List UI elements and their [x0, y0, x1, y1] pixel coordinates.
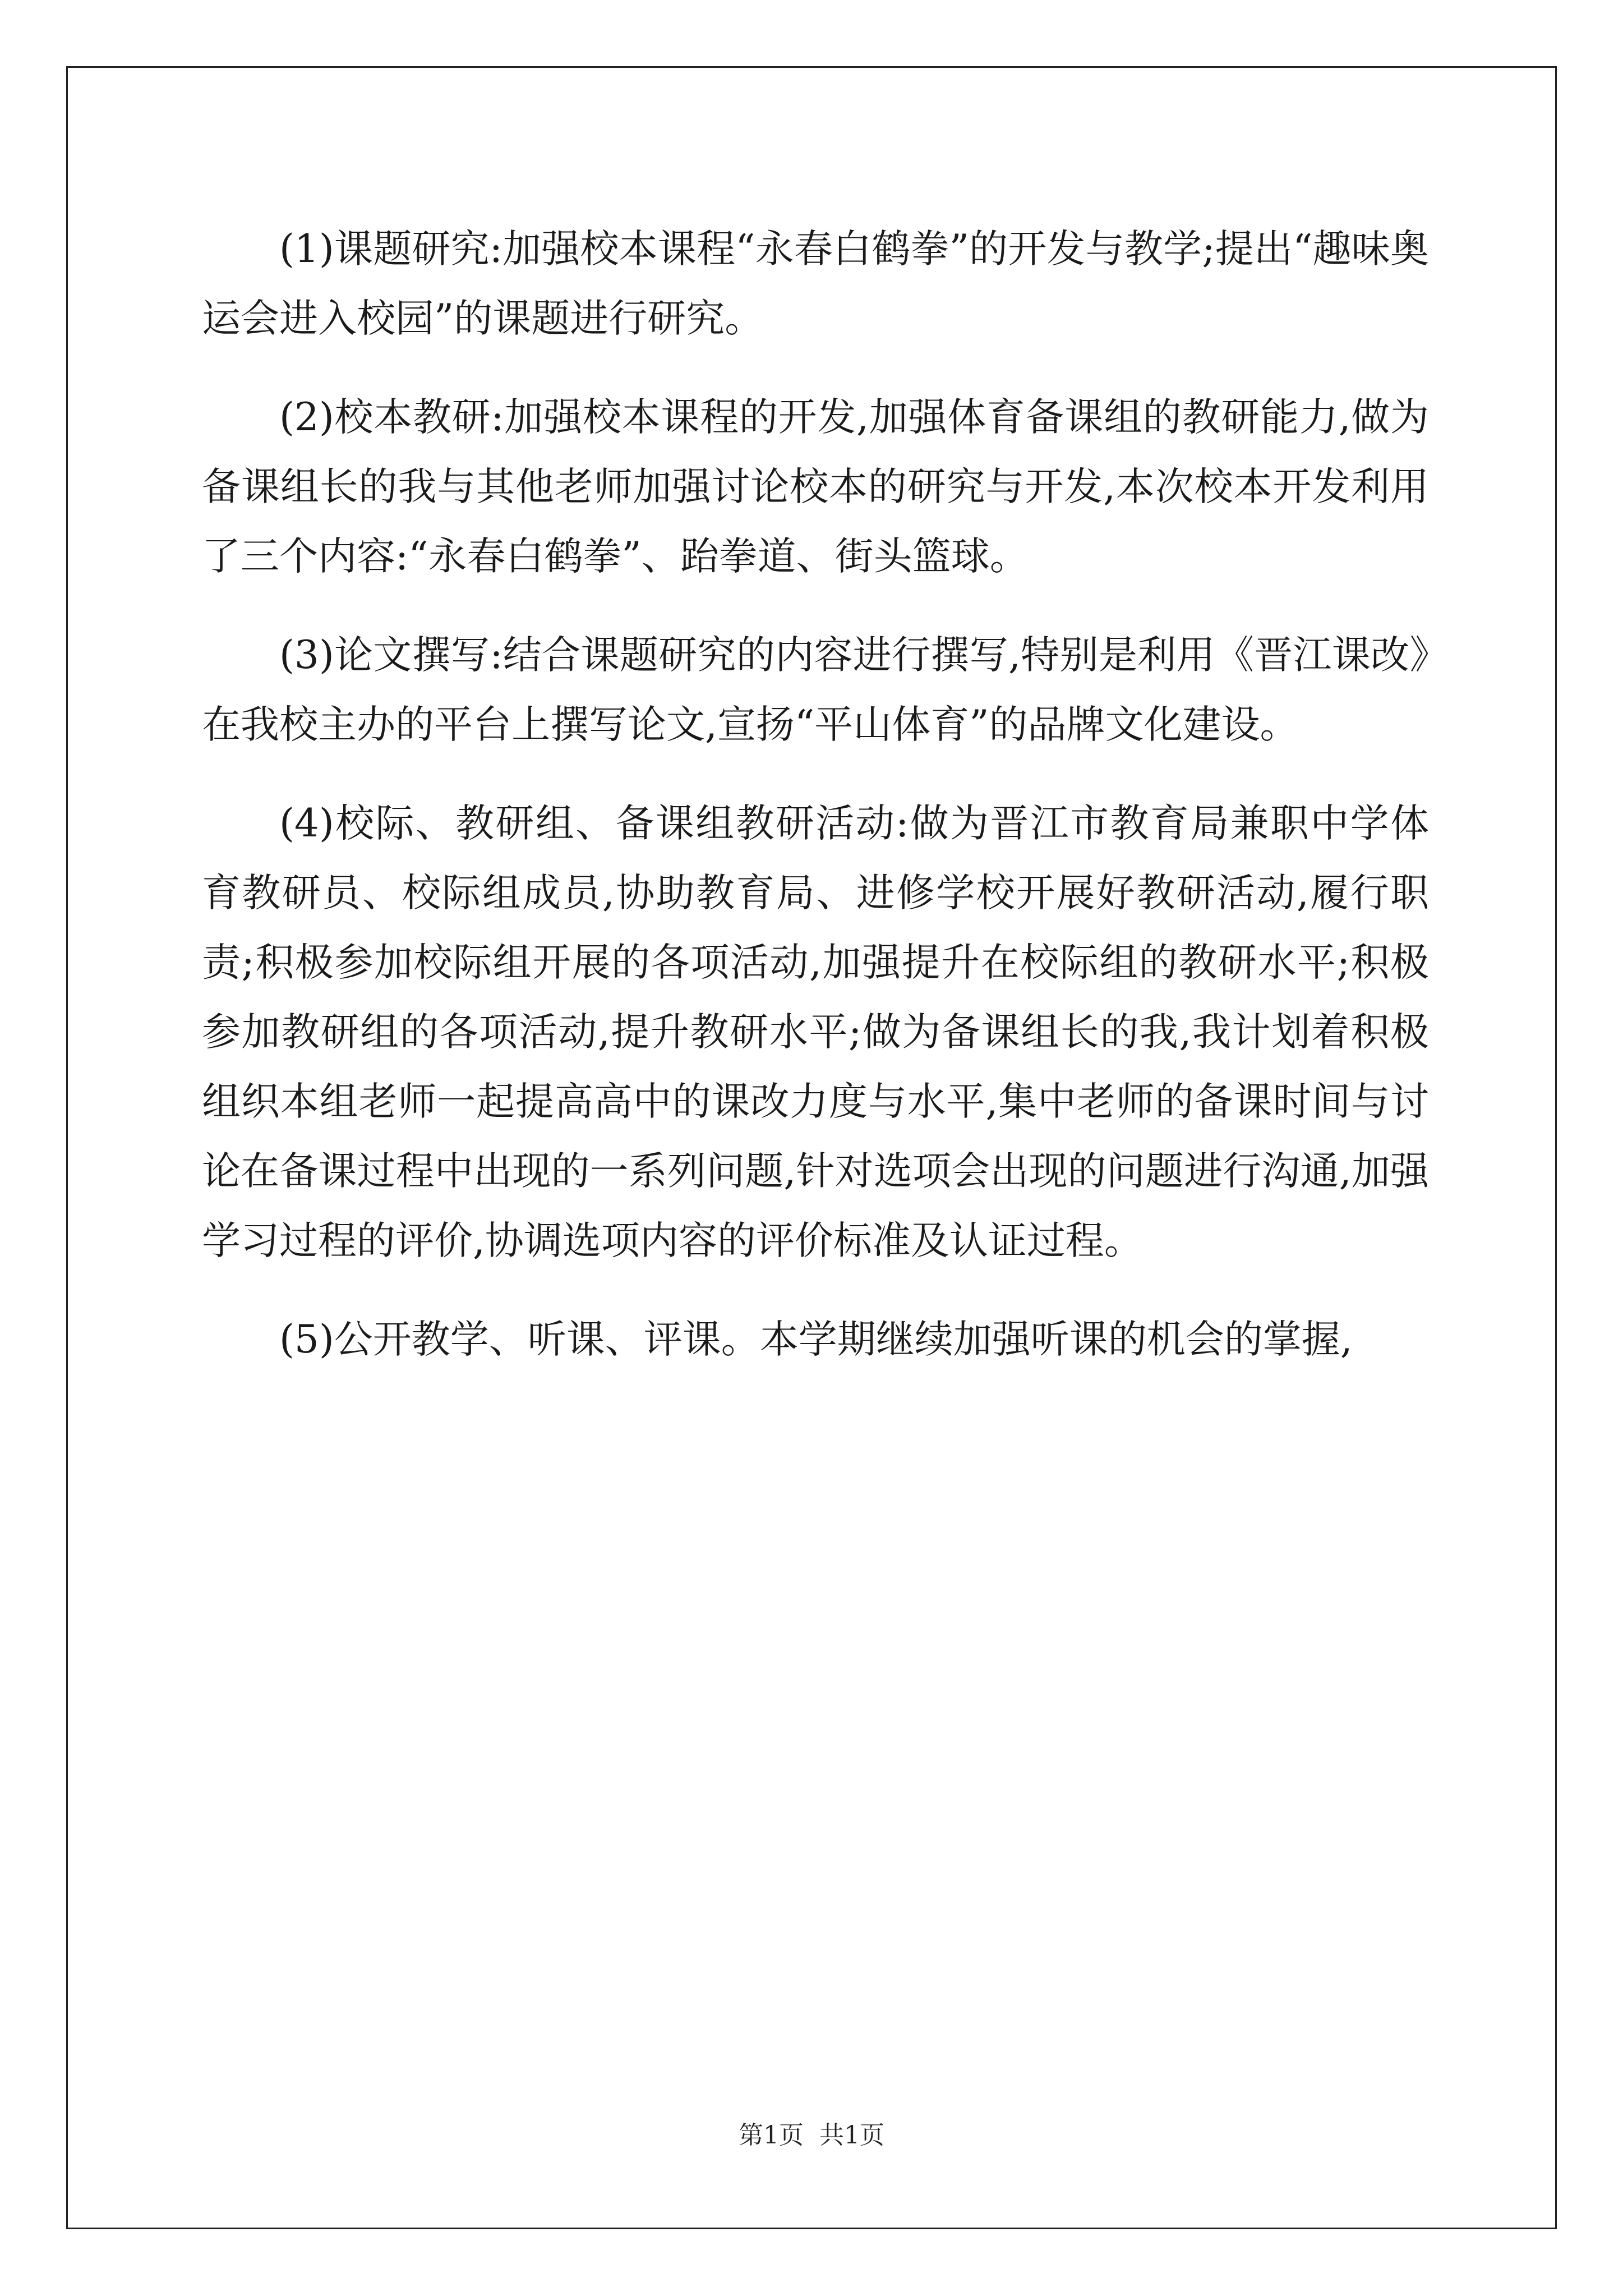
paragraph-2: (2)校本教研:加强校本课程的开发,加强体育备课组的教研能力,做为备课组长的我与其他老师加强讨论校本的研究与开发,本次校本开发利用了三个内容:“永春白鹤拳”、跆拳道、街头篮球。	[202, 395, 1429, 579]
paragraph-4: (4)校际、教研组、备课组教研活动:做为晋江市教育局兼职中学体育教研员、校际组成员,协助教育局、进修学校开展好教研活动,履行职责;积极参加校际组开展的各项活动,加强提升在校际组的教研水平;积极参加教研组的各项活动,提升教研水平;做为备课组长的我,我计划着积极组织本组老师一起提高高中的课改力度与水平,集中老师的备课时间与讨论在备课过程中出现的一系列问题,针对选项会出现的问题进行沟通,加强学习过程的评价,协调选项内容的评价标准及认证过程。	[202, 801, 1429, 1263]
document-body	[202, 214, 1429, 1404]
page-number-footer: 第1页 共1页	[739, 2121, 884, 2150]
paragraph-3: (3)论文撰写:结合课题研究的内容进行撰写,特别是利用《晋江课改》在我校主办的平台上撰写论文,宣扬“平山体育”的品牌文化建设。	[202, 633, 1429, 747]
paragraph-5: (5)公开教学、听课、评课。本学期继续加强听课的机会的掌握,	[279, 1317, 1353, 1362]
paragraph-1: (1)课题研究:加强校本课程“永春白鹤拳”的开发与教学;提出“趣味奥运会进入校园”的课题进行研究。	[202, 227, 1429, 341]
